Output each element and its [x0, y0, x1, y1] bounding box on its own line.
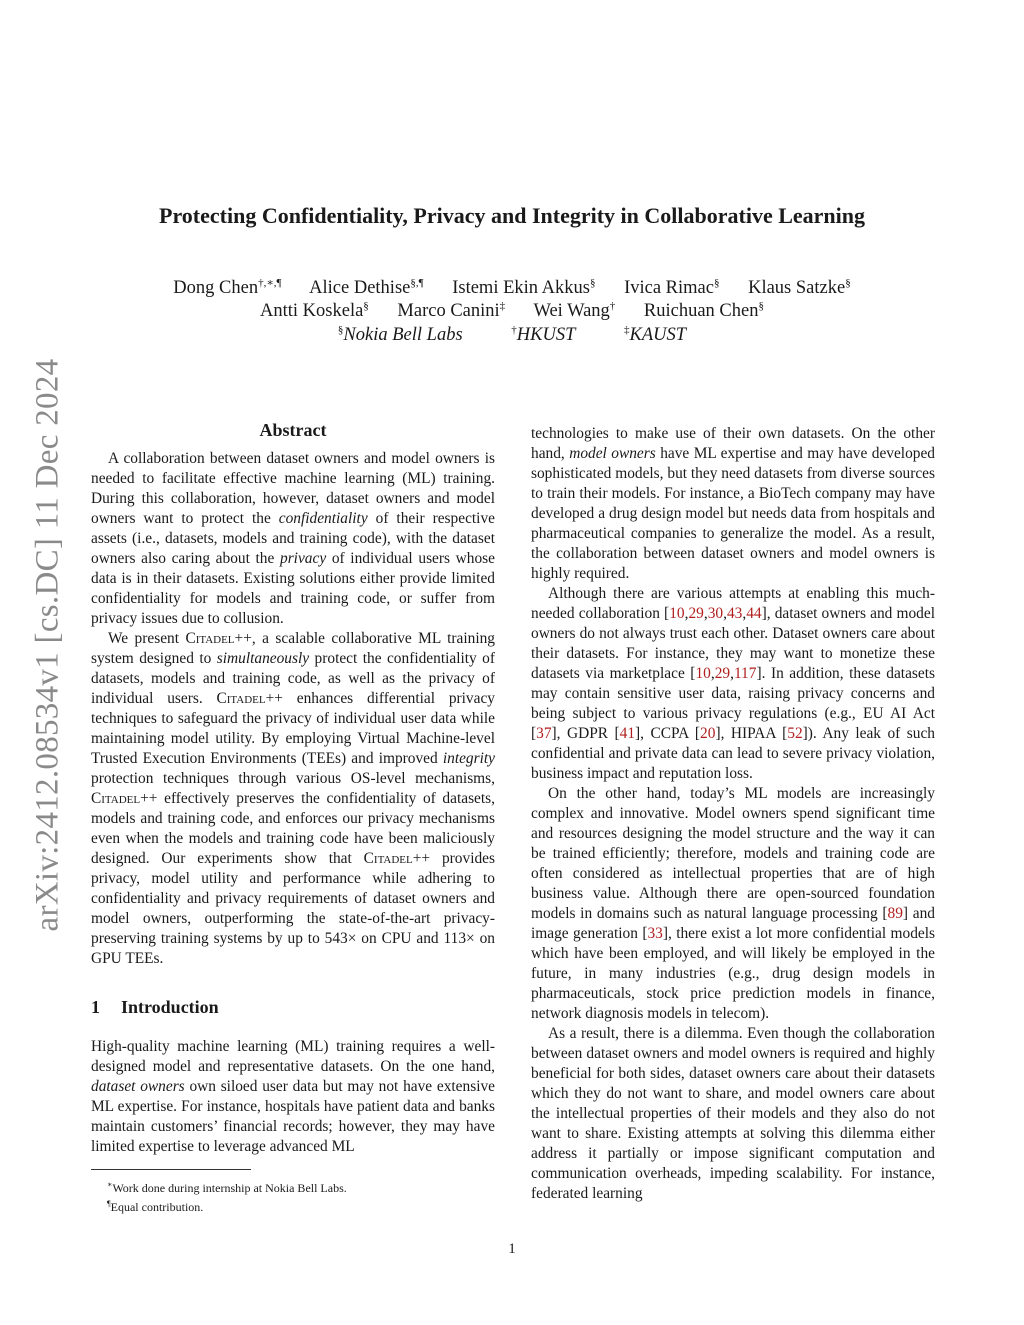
- citation-link[interactable]: 10: [695, 665, 711, 682]
- citation-link[interactable]: 20: [700, 725, 716, 742]
- affiliation: †HKUST: [511, 324, 576, 346]
- authors-row-1: [0, 276, 1024, 299]
- citation-link[interactable]: 43: [726, 605, 743, 622]
- authors-row-2: [0, 300, 1024, 322]
- citation-link[interactable]: 30: [707, 605, 724, 622]
- author: Dong Chen†,∗,¶: [173, 277, 282, 299]
- citation-link[interactable]: 52: [787, 725, 803, 742]
- citation-link[interactable]: 41: [619, 725, 636, 742]
- author: Wei Wang†: [533, 300, 616, 322]
- right-column: [531, 424, 935, 1204]
- arxiv-sidebar: [18, 350, 78, 940]
- section-heading-introduction: 1 Introduction: [91, 997, 219, 1017]
- body-paragraph: On the other hand, today’s ML models are increasingly complex and innovative. Model owners spend significant time and resources designing the model structure and the way it can be trained efficiently; therefore, models and training code are often considered as intellectual properties that are of high business value. Although there are open-sourced foundation models in domains such as natural language processing [89] and image generation [33], there exist a lot more confidential models which have been employed, and will likely be employed in the future, in many industries (e.g., drug design models in pharmaceuticals, stock price prediction models in finance, network diagnosis models in telecom).: [531, 785, 935, 1022]
- citation-link[interactable]: 29: [714, 665, 731, 682]
- footnotes: [91, 1177, 347, 1215]
- body-paragraph: Although there are various attempts at enabling this much-needed collaboration [10,29,30,43,44], dataset owners and model owners do not always trust each other. Dataset owners care about their datasets. For instance, they may want to monetize these datasets via marketplace [10,29,117]. In addition, these datasets may contain sensitive user data, raising privacy concerns and being subject to various privacy regulations (e.g., EU AI Act [37], GDPR [41], CCPA [20], HIPAA [52]). Any leak of such confidential and private data can lead to severe privacy violation, business impact and reputation loss.: [531, 585, 935, 782]
- citation-link[interactable]: 117: [733, 665, 757, 682]
- affiliation: §Nokia Bell Labs: [337, 324, 463, 346]
- page-number: 1: [508, 1241, 516, 1257]
- citation-link[interactable]: 10: [669, 605, 685, 622]
- left-column: [91, 420, 495, 1157]
- citation-link[interactable]: 44: [746, 605, 762, 622]
- author: Ruichuan Chen§: [643, 300, 764, 322]
- citation-link[interactable]: 29: [688, 605, 704, 622]
- citation-link[interactable]: 89: [887, 905, 903, 922]
- intro-paragraph: High-quality machine learning (ML) training requires a well-designed model and representative datasets. On the one hand, dataset owners own siloed user data but may not have extensive ML expertise. For instance, hospitals have patient data and banks maintain customers’ financial records; however, they may have limited expertise to leverage advanced ML: [91, 1038, 495, 1155]
- paper-title: Protecting Confidentiality, Privacy and Integrity in Collaborative Learning: [159, 203, 865, 228]
- author: Ivica Rimac§: [624, 277, 720, 299]
- abstract-heading: Abstract: [259, 420, 327, 440]
- footnote: ∗Work done during internship at Nokia Bell Labs.: [107, 1180, 347, 1195]
- arxiv-identifier: arXiv:2412.08534v1 [cs.DC] 11 Dec 2024: [29, 358, 66, 932]
- affiliations: [0, 324, 1024, 346]
- footnote: ¶Equal contribution.: [107, 1199, 204, 1214]
- abstract-paragraph: We present Citadel++, a scalable collaborative ML training system designed to simultaneously protect the confidentiality of datasets, models and training code, as well as the privacy of individual users. Citadel++ enhances differential privacy techniques to safeguard the privacy of individual user data while maintaining model utility. By employing Virtual Machine-level Trusted Execution Environments (TEEs) and improved integrity protection techniques through various OS-level mechanisms, Citadel++ effectively preserves the confidentiality of datasets, models and training code, and enforces our privacy mechanisms even when the models and training code have been maliciously designed. Our experiments show that Citadel++ provides privacy, model utility and performance while adhering to confidentiality and privacy requirements of dataset owners and model owners, outperforming the state-of-the-art privacy-preserving training systems by up to 543× on CPU and 113× on GPU TEEs.: [91, 630, 496, 967]
- citation-link[interactable]: 37: [536, 725, 552, 742]
- body-paragraph: technologies to make use of their own datasets. On the other hand, model owners have ML expertise and may have developed sophisticated models, but they need datasets from diverse sources to train their models. For instance, a BioTech company may have developed a drug design model but needs data from hospitals and pharmaceutical companies to generalize the model. As a result, the collaboration between dataset owners and model owners is highly required.: [531, 425, 935, 582]
- abstract-paragraph: A collaboration between dataset owners and model owners is needed to facilitate effective machine learning (ML) training. During this collaboration, however, dataset owners and model owners want to protect the confidentiality of their respective assets (i.e., datasets, models and training code), with the dataset owners also caring about the privacy of individual users whose data is in their datasets. Existing solutions either provide limited confidentiality for models and training code, or suffer from privacy issues due to collusion.: [91, 450, 495, 627]
- author: Antti Koskela§: [260, 300, 369, 322]
- affiliation: ‡KAUST: [624, 324, 687, 346]
- author: Klaus Satzke§: [748, 277, 851, 299]
- author: Alice Dethise§,¶: [309, 277, 424, 299]
- citation-link[interactable]: 33: [647, 925, 663, 942]
- body-paragraph: As a result, there is a dilemma. Even though the collaboration between dataset owners and model owners is required and highly beneficial for both sides, dataset owners care about their datasets which they do not want to share, and model owners care about the intellectual properties of their models and they also do not want to share. Existing attempts at solving this dilemma either address it partially or impose significant computation and communication overheads, impeding scalability. For instance, federated learning: [531, 1025, 935, 1202]
- footnote-rule: [91, 1169, 251, 1170]
- author: Istemi Ekin Akkus§: [452, 277, 596, 299]
- author: Marco Canini‡: [397, 300, 506, 322]
